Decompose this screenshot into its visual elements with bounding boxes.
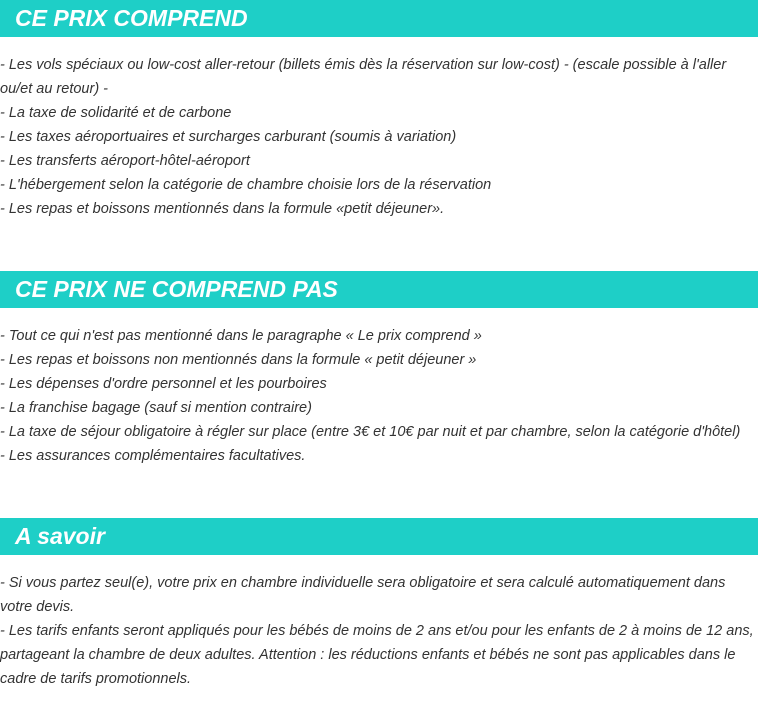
list-item: - L'hébergement selon la catégorie de chambre choisie lors de la réservation [0, 177, 492, 193]
list-item: - La taxe de séjour obligatoire à régler sur place (entre 3€ et 10€ par nuit et par chambre, selon la catégorie d'hôtel) [0, 424, 741, 440]
list-item: - Les repas et boissons mentionnés dans la formule «petit déjeuner». [0, 201, 445, 217]
list-item: - Si vous partez seul(e), votre prix en chambre individuelle sera obligatoire et sera calculé automatiquement dans votre devis. [0, 575, 726, 615]
list-item: - Les transferts aéroport-hôtel-aéroport [0, 153, 250, 169]
section-heading: CE PRIX NE COMPREND PAS [0, 271, 758, 308]
section-heading: CE PRIX COMPREND [0, 0, 758, 37]
list-item: - Les tarifs enfants seront appliqués pour les bébés de moins de 2 ans et/ou pour les enfants de 2 à moins de 12 ans, partageant la chambre de deux adultes. Attention : les réductions enfants et bébés ne sont pas applicables dans le cadre de tarifs promotionnels. [0, 623, 754, 687]
list-item: - Les vols spéciaux ou low-cost aller-retour (billets émis dès la réservation sur low-cost) - (escale possible à l'aller ou/et au retour) - [0, 57, 727, 97]
list-item: - La taxe de solidarité et de carbone [0, 105, 232, 121]
list-item: - Les dépenses d'ordre personnel et les pourboires [0, 376, 327, 392]
section-heading: A savoir [0, 518, 758, 555]
section-list [0, 308, 758, 468]
section-list [0, 555, 758, 691]
section-price-includes [0, 0, 758, 221]
section-list [0, 37, 758, 221]
list-item: - Les repas et boissons non mentionnés dans la formule « petit déjeuner » [0, 352, 477, 368]
list-item: - Tout ce qui n'est pas mentionné dans le paragraphe « Le prix comprend » [0, 328, 482, 344]
list-item: - Les taxes aéroportuaires et surcharges carburant (soumis à variation) [0, 129, 457, 145]
list-item: - Les assurances complémentaires facultatives. [0, 448, 306, 464]
list-item: - La franchise bagage (sauf si mention contraire) [0, 400, 312, 416]
section-price-excludes [0, 271, 758, 468]
section-good-to-know [0, 518, 758, 691]
